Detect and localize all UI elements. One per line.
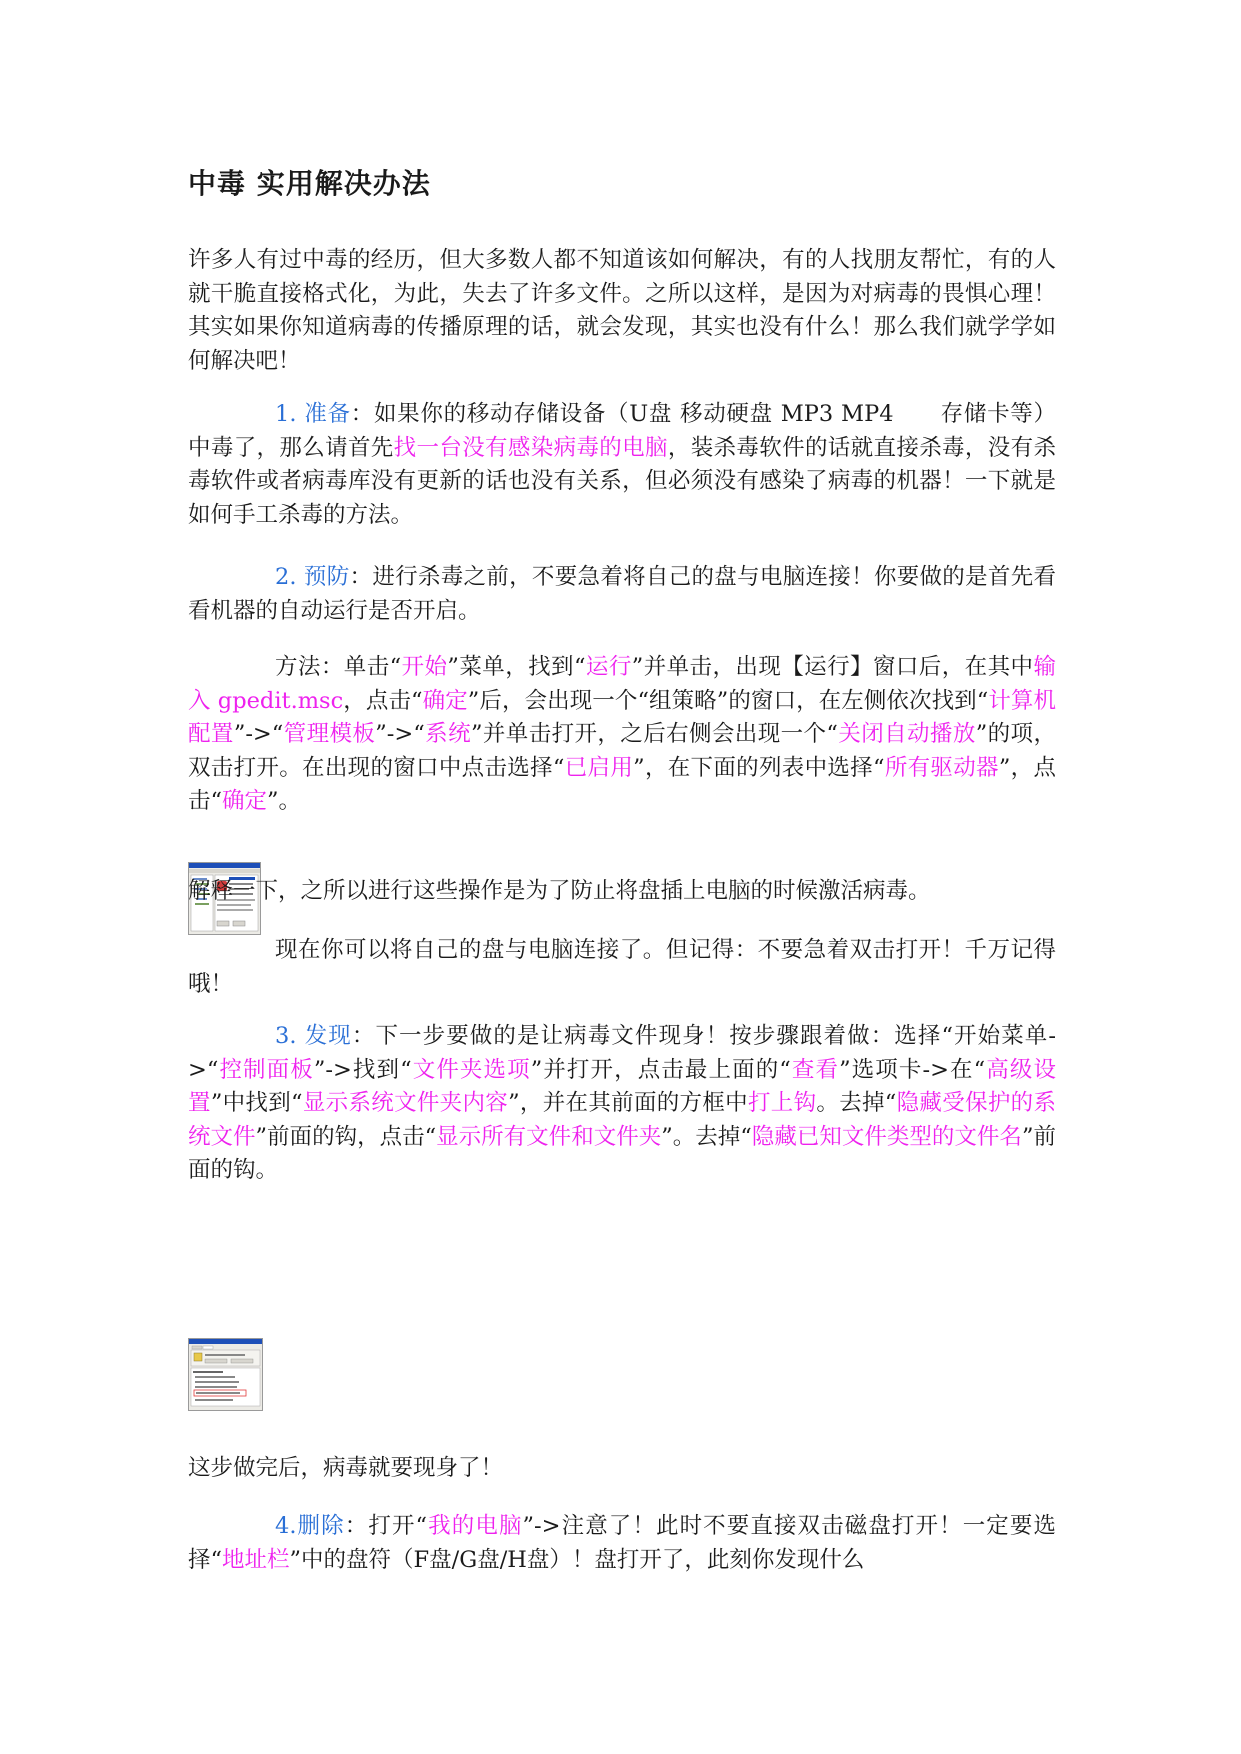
connect-paragraph: 现在你可以将自己的盘与电脑连接了。但记得：不要急着双击打开！千万记得哦！ <box>188 937 1056 997</box>
step1-paragraph <box>188 398 1056 532</box>
intro-paragraph: 许多人有过中毒的经历，但大多数人都不知道该如何解决，有的人找朋友帮忙，有的人就干脆直接格式化，为此，失去了许多文件。之所以这样，是因为对病毒的畏惧心理！其实如果你知道病毒的传播原理的话，就会发现，其实也没有什么！那么我们就学学如何解决吧！ <box>188 247 1056 374</box>
step3-text: ：下一步要做的是让病毒文件现身！按步骤跟着做：选择“开始菜单->“ <box>188 1023 1056 1083</box>
method-paragraph <box>188 651 1056 819</box>
method-text: ，点击“ <box>343 687 423 714</box>
step3-highlight: 隐藏已知文件类型的文件名 <box>751 1123 1022 1150</box>
method-highlight: 确定 <box>422 687 468 714</box>
method-highlight: 计算机配置 <box>188 687 1056 747</box>
method-text: 方法：单击“ <box>275 654 402 680</box>
method-text: ”的项，双击打开。在出现的窗口中点击选择“ <box>188 721 1056 781</box>
step1-text: ，装杀毒软件的话就直接杀毒，没有杀毒软件或者病毒库没有更新的话也没有关系，但必须没有感染了病毒的机器！一下就是如何手工杀毒的方法。 <box>188 434 1056 528</box>
step3-highlight: 查看 <box>790 1056 840 1083</box>
step3-highlight: 显示系统文件夹内容 <box>302 1090 509 1116</box>
method-text: ”，点击“ <box>188 754 1056 814</box>
step4-highlight: 地址栏 <box>222 1546 290 1573</box>
method-highlight: 确定 <box>222 788 268 814</box>
method-highlight: 已启用 <box>564 754 634 781</box>
step3-text: ”。去掉“ <box>661 1123 752 1150</box>
step1-text: ：如果你的移动存储设备（U盘 移动硬盘 MP3 MP4 存储卡等）中毒了，那么请首先 <box>188 401 1056 461</box>
step3-text: ”选项卡->在“ <box>839 1056 986 1083</box>
method-highlight: 关闭自动播放 <box>837 721 976 747</box>
step4-text: ：打开“ <box>344 1513 428 1539</box>
method-text: ”并单击，出现【运行】窗口后，在其中 <box>631 654 1034 680</box>
method-highlight: 系统 <box>424 721 471 747</box>
step3-highlight: 打上钩 <box>747 1090 817 1116</box>
step3-highlight: 文件夹选项 <box>411 1056 531 1083</box>
method-text: ”。 <box>267 788 302 814</box>
step1-highlight: 找一台没有感染病毒的电脑 <box>393 434 668 461</box>
method-highlight: 开始 <box>401 654 448 680</box>
step1-heading: 1. 准备 <box>275 401 351 427</box>
step2-text: ：进行杀毒之前，不要急着将自己的盘与电脑连接！你要做的是首先看看机器的自动运行是否开启。 <box>188 564 1056 624</box>
step4-paragraph <box>188 1510 1056 1577</box>
step4-heading: 4.删除 <box>275 1513 345 1539</box>
method-text: ”并单击打开，之后右侧会出现一个“ <box>470 721 838 747</box>
step3-highlight: 控制面板 <box>218 1056 314 1083</box>
folder-options-screenshot-image <box>189 1339 262 1410</box>
step2-paragraph <box>188 561 1056 628</box>
step3-highlight: 隐藏受保护的系统文件 <box>188 1090 1056 1150</box>
step3-text: ”前面的钩，点击“ <box>255 1123 437 1150</box>
step3-text: ”->找到“ <box>313 1056 412 1083</box>
step3-text: 。去掉“ <box>816 1090 897 1116</box>
explain-paragraph: 解释一下，之所以进行这些操作是为了防止将盘插上电脑的时候激活病毒。 <box>188 878 931 904</box>
step4-text: ”->注意了！此时不要直接双击磁盘打开！一定要选择“ <box>188 1513 1056 1573</box>
method-text: ”，在下面的列表中选择“ <box>633 754 885 781</box>
done-paragraph: 这步做完后，病毒就要现身了！ <box>188 1455 504 1481</box>
method-text: ”->“ <box>233 721 284 747</box>
folder-options-screenshot-thumbnail <box>188 1338 263 1411</box>
step3-paragraph <box>188 1020 1056 1188</box>
step3-text: ”中找到“ <box>210 1090 303 1116</box>
step4-highlight: 我的电脑 <box>427 1513 523 1539</box>
step3-text: ”前面的钩。 <box>188 1123 1056 1183</box>
method-text: ”后，会出现一个“组策略”的窗口，在左侧依次找到“ <box>467 687 989 714</box>
step3-text: ”并打开，点击最上面的“ <box>530 1056 791 1083</box>
step3-highlight: 高级设置 <box>188 1056 1056 1116</box>
method-highlight: 管理模板 <box>283 721 376 747</box>
step3-heading: 3. 发现 <box>275 1023 352 1049</box>
method-text: ”->“ <box>375 721 425 747</box>
step4-text: ”中的盘符（F盘/G盘/H盘）！盘打开了，此刻你发现什么 <box>289 1546 865 1573</box>
step2-heading: 2. 预防 <box>275 564 350 590</box>
method-highlight: 所有驱动器 <box>884 754 999 781</box>
page-title: 中毒 实用解决办法 <box>188 167 431 200</box>
method-highlight: 输入 gpedit.msc <box>188 654 1056 714</box>
step3-highlight: 显示所有文件和文件夹 <box>436 1123 662 1150</box>
method-highlight: 运行 <box>585 654 632 680</box>
step3-text: ”，并在其前面的方框中 <box>508 1090 748 1116</box>
method-text: ”菜单，找到“ <box>447 654 586 680</box>
